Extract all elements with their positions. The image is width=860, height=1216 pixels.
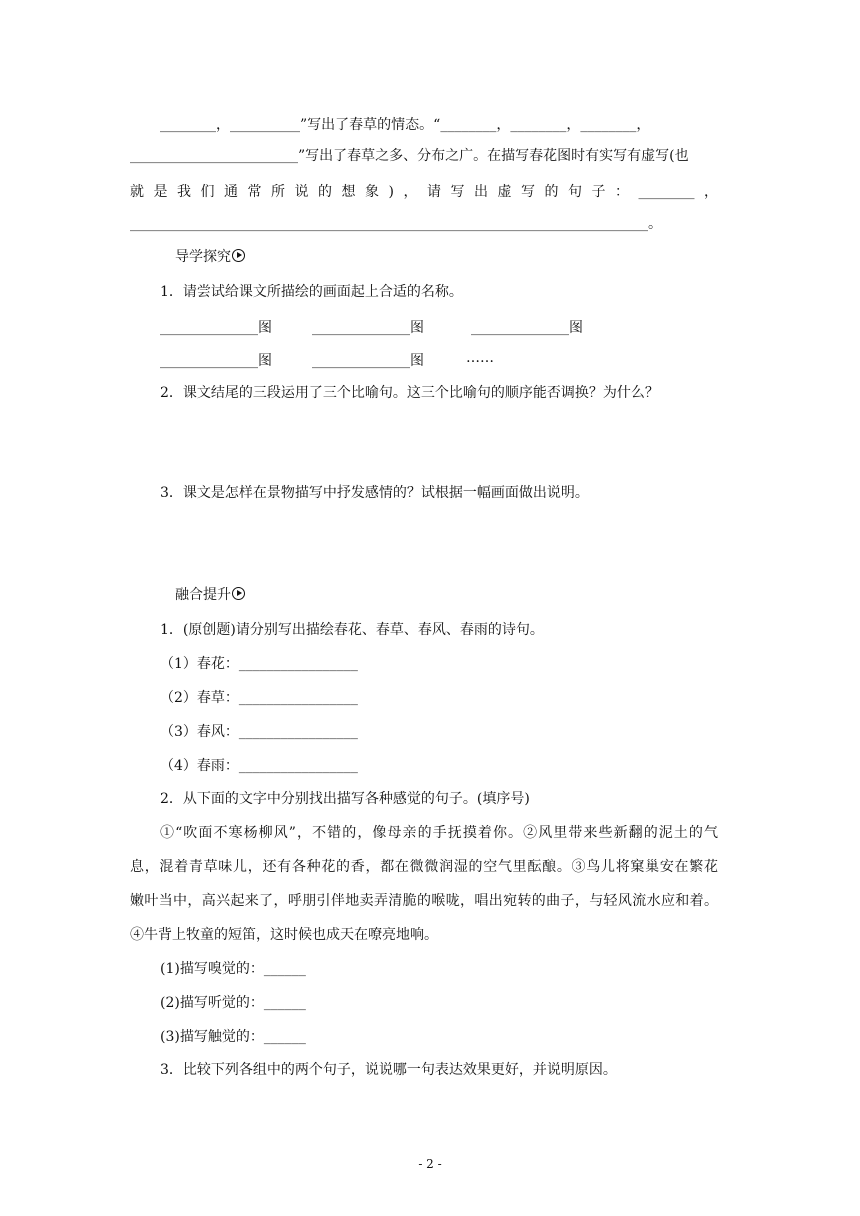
sense-item-touch: (3)描写触觉的：______ [160, 1029, 306, 1045]
daoxue-question-2: 2．课文结尾的三段运用了三个比喻句。这三个比喻句的顺序能否调换？为什么？ [160, 385, 659, 401]
sense-item-smell: (1)描写嗅觉的：______ [160, 961, 306, 977]
section-heading-daoxue [175, 247, 245, 267]
daoxue-question-3: 3．课文是怎样在景物描写中抒发感情的？试根据一幅画面做出说明。 [160, 485, 589, 501]
top-line-1: ________，__________”写出了春草的情态。“________，________，________， [160, 117, 651, 133]
page-number: - 2 - [418, 1157, 442, 1171]
name-blank: ______________图 [160, 320, 272, 336]
name-blank: ______________图 [471, 320, 583, 336]
ellipsis: …… [466, 350, 494, 366]
daoxue-question-1: 1．请尝试给课文所描绘的画面起上合适的名称。 [160, 284, 463, 300]
section-heading-ronghe [175, 585, 245, 605]
poem-item-spring-grass: （2）春草：_________________ [160, 690, 358, 706]
ronghe-question-2: 2．从下面的文字中分别找出描写各种感觉的句子。(填序号) [160, 791, 530, 807]
passage-line-3: 嫩叶当中，高兴起来了，呼朋引伴地卖弄清脆的喉咙，唱出宛转的曲子，与轻风流水应和着。 [130, 893, 718, 909]
top-line-3: 就是我们通常所说的想象)，请写出虚写的句子：________， [130, 184, 718, 200]
name-blank: ______________图 [160, 353, 272, 369]
name-blank: ______________图 [312, 320, 424, 336]
poem-item-spring-rain: （4）春雨：_________________ [160, 758, 358, 774]
poem-item-spring-flower: （1）春花：_________________ [160, 656, 358, 672]
top-line-4: __________________________________________________________________________。 [130, 216, 662, 232]
passage-line-4: ④牛背上牧童的短笛，这时候也成天在嘹亮地响。 [130, 927, 438, 943]
passage-line-1: ①“吹面不寒杨柳风”，不错的，像母亲的手抚摸着你。②风里带来些新翻的泥土的气 [160, 825, 718, 841]
sense-item-hearing: (2)描写听觉的：______ [160, 995, 306, 1011]
play-circle-icon [232, 587, 245, 600]
section-title: 导学探究 [175, 249, 231, 265]
name-blank: ______________图 [312, 353, 424, 369]
ronghe-question-1: 1．(原创题)请分别写出描绘春花、春草、春风、春雨的诗句。 [160, 622, 544, 638]
passage-line-2: 息，混着青草味儿，还有各种花的香，都在微微润湿的空气里酝酿。③鸟儿将窠巢安在繁花 [130, 859, 718, 875]
play-circle-icon [232, 249, 245, 262]
poem-item-spring-wind: （3）春风：_________________ [160, 724, 358, 740]
ronghe-question-3: 3．比较下列各组中的两个句子，说说哪一句表达效果更好，并说明原因。 [160, 1062, 617, 1078]
top-line-2: ________________________”写出了春草之多、分布之广。在描写春花图时有实写有虚写(也 [130, 148, 689, 164]
section-title: 融合提升 [175, 587, 231, 603]
